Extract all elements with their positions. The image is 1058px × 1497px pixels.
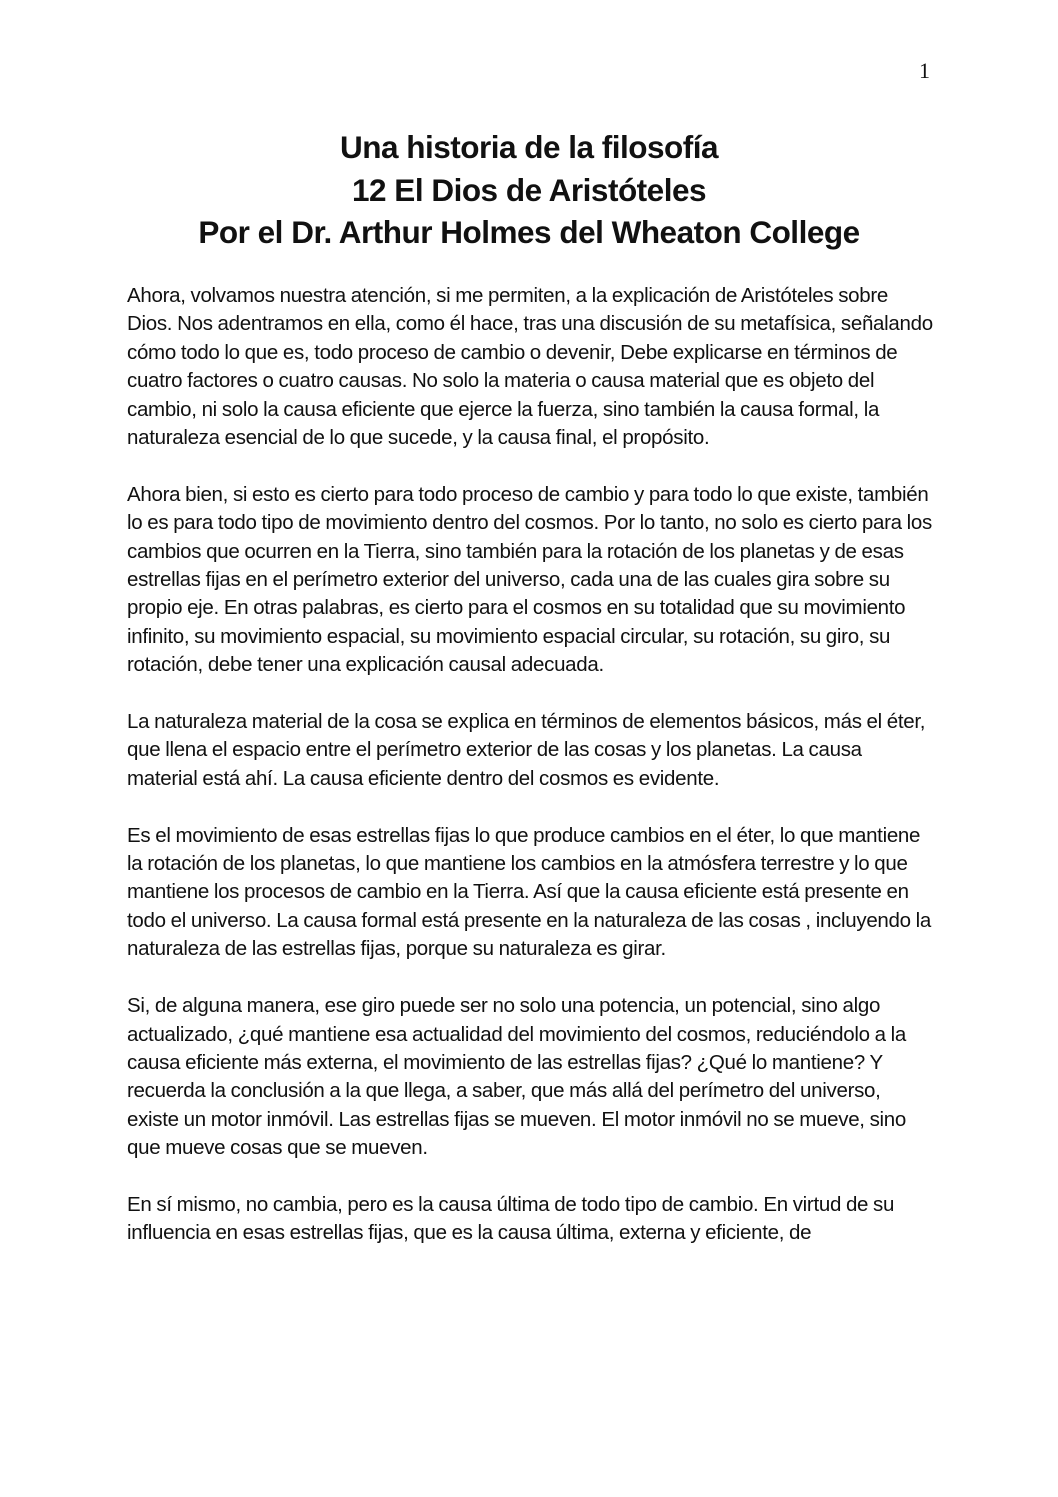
title-line-3: Por el Dr. Arthur Holmes del Wheaton College — [198, 214, 860, 250]
paragraph-4: Es el movimiento de esas estrellas fijas lo que produce cambios en el éter, lo que mantiene la rotación de los planetas, lo que mantiene los cambios en la atmósfera terrestre y lo que mantiene los procesos de cambio en la Tierra. Así que la causa eficiente está presente en todo el universo. La causa formal está presente en la naturaleza de las cosas , incluyendo la naturaleza de las estrellas fijas, porque su naturaleza es girar. — [127, 823, 931, 961]
title-line-2: 12 El Dios de Aristóteles — [352, 171, 706, 208]
page-number: 1 — [919, 58, 930, 83]
paragraph-3: La naturaleza material de la cosa se explica en términos de elementos básicos, más el éter, que llena el espacio entre el perímetro exterior de las cosas y los planetas. La causa material está ahí. La causa eficiente dentro del cosmos es evidente. — [127, 710, 926, 790]
paragraph-5: Si, de alguna manera, ese giro puede ser no solo una potencia, un potencial, sino algo actualizado, ¿qué mantiene esa actualidad del movimiento del cosmos, reduciéndolo a la causa eficiente más externa, el movimiento de las estrellas fijas? ¿Qué lo mantiene? Y recuerda la conclusión a la que llega, a saber, que más allá del perímetro del universo, existe un motor inmóvil. Las estrellas fijas se mueven. El motor inmóvil no se mueve, sino que mueve cosas que se mueven. — [127, 994, 907, 1160]
document-title — [64, 126, 994, 254]
title-line-1: Una historia de la filosofía — [339, 129, 719, 165]
paragraph-2: Ahora bien, si esto es cierto para todo proceso de cambio y para todo lo que existe, también lo es para todo tipo de movimiento dentro del cosmos. Por lo tanto, no solo es cierto para los cambios que ocurren en la Tierra, sino también para la rotación de los planetas y de esas estrellas fijas en el perímetro exterior del universo, cada una de las cuales gira sobre su propio eje. En otras palabras, es cierto para el cosmos en su totalidad que su movimiento infinito, su movimiento espacial, su movimiento espacial circular, su rotación, su giro, su rotación, debe tener una explicación causal adecuada. — [127, 482, 932, 677]
paragraph-1: Ahora, volvamos nuestra atención, si me permiten, a la explicación de Aristóteles sobre Dios. Nos adentramos en ella, como él hace, tras una discusión de su metafísica, señalando cómo todo lo que es, todo proceso de cambio o devenir, Debe explicarse en términos de cuatro factores o cuatro causas. No solo la materia o causa material que es objeto del cambio, ni solo la causa eficiente que ejerce la fuerza, sino también la causa formal, la naturaleza esencial de lo que sucede, y la causa final, el propósito. — [127, 284, 933, 450]
document-body — [127, 282, 933, 1276]
paragraph-6: En sí mismo, no cambia, pero es la causa última de todo tipo de cambio. En virtud de su influencia en esas estrellas fijas, que es la causa última, externa y eficiente, de — [127, 1192, 895, 1245]
